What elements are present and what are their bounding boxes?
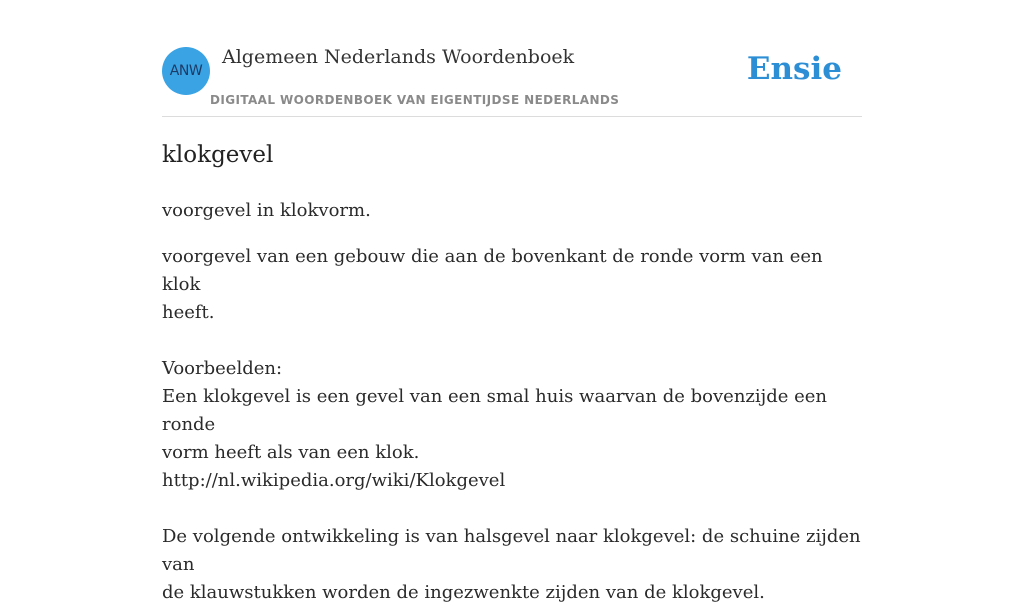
long-definition	[162, 243, 862, 607]
short-definition: voorgevel in klokvorm.	[162, 200, 371, 221]
definition-line: heeft.	[162, 302, 215, 323]
dictionary-subtitle: DIGITAAL WOORDENBOEK VAN EIGENTIJDSE NEDERLANDS	[210, 93, 620, 107]
spacer	[162, 327, 862, 355]
entry-content	[162, 139, 862, 607]
site-header	[162, 46, 862, 117]
examples-label: Voorbeelden:	[162, 358, 283, 379]
definition-line: voorgevel van een gebouw die aan de bovenkant de ronde vorm van een klok	[162, 246, 823, 295]
dictionary-title: Algemeen Nederlands Woordenboek	[222, 46, 575, 68]
spacer	[162, 495, 862, 523]
example-text: de klauwstukken worden de ingezwenkte zijden van de klokgevel.	[162, 582, 765, 603]
example-text: De volgende ontwikkeling is van halsgevel naar klokgevel: de schuine zijden van	[162, 526, 861, 575]
example-text: vorm heeft als van een klok.	[162, 442, 420, 463]
example-text: Een klokgevel is een gevel van een smal huis waarvan de bovenzijde een ronde	[162, 386, 828, 435]
ensie-brand-link[interactable]: Ensie	[746, 51, 842, 87]
entry-headword: klokgevel	[162, 142, 274, 168]
example-source: http://nl.wikipedia.org/wiki/Klokgevel	[162, 470, 506, 491]
anw-logo[interactable]: ANW	[162, 47, 210, 95]
